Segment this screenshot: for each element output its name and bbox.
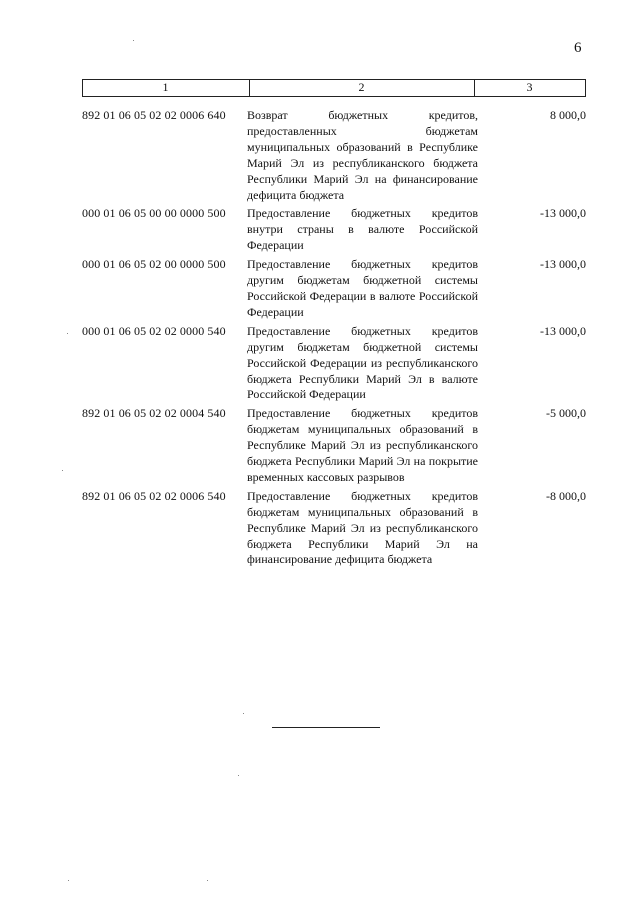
column-header-1: 1 [162,80,169,94]
column-header-3: 3 [526,80,533,94]
budget-code: 000 01 06 05 02 00 0000 500 [82,257,226,272]
scan-speck [67,333,68,334]
scan-speck [243,713,244,714]
budget-code: 892 01 06 05 02 02 0004 540 [82,406,226,421]
scan-speck [238,775,239,776]
table-row [82,324,586,407]
column-header-2: 2 [358,80,365,94]
row-amount: -13 000,0 [540,323,586,338]
scan-speck [207,880,208,881]
row-description: Предоставление бюджетных кредитов бюджетам муниципальных образований в Республике Марий Эл из республиканского бюджета Республики Марий Эл на финансирование дефицита бюджета [247,488,478,567]
row-description: Предоставление бюджетных кредитов другим бюджетам бюджетной системы Российской Федерации из республиканского бюджета Республики Марий Эл в валюте Российской Федерации [247,323,478,402]
end-of-document-rule [272,727,380,728]
table-row [82,406,586,489]
row-amount: -13 000,0 [540,257,586,272]
row-description: Предоставление бюджетных кредитов внутри страны в валюте Российской Федерации [247,206,478,253]
row-description: Предоставление бюджетных кредитов другим бюджетам бюджетной системы Российской Федерации в валюте Российской Федерации [247,257,478,319]
table-header-bottom-rule [82,96,586,97]
scan-speck [68,880,69,881]
row-amount: -8 000,0 [546,488,586,503]
page-number: 6 [574,40,582,56]
budget-code: 000 01 06 05 00 00 0000 500 [82,206,226,221]
table-row [82,108,586,206]
budget-code: 892 01 06 05 02 02 0006 540 [82,488,226,503]
budget-sources-table [82,108,586,571]
header-divider [585,79,586,96]
row-description: Возврат бюджетных кредитов, предоставленных бюджетам муниципальных образований в Республике Марий Эл из республиканского бюджета Республики Марий Эл на финансирование дефицита бюджета [247,108,478,202]
table-row [82,489,586,572]
row-amount: -13 000,0 [540,206,586,221]
budget-code: 000 01 06 05 02 02 0000 540 [82,323,226,338]
table-row [82,206,586,257]
row-amount: -5 000,0 [546,406,586,421]
scan-speck [62,470,63,471]
scan-speck [133,40,134,41]
budget-code: 892 01 06 05 02 02 0006 640 [82,108,226,122]
table-row [82,257,586,324]
row-description: Предоставление бюджетных кредитов бюджетам муниципальных образований в Республике Марий Эл из республиканского бюджета Республики Марий Эл на покрытие временных кассовых разрывов [247,406,478,484]
row-amount: 8 000,0 [550,108,586,122]
